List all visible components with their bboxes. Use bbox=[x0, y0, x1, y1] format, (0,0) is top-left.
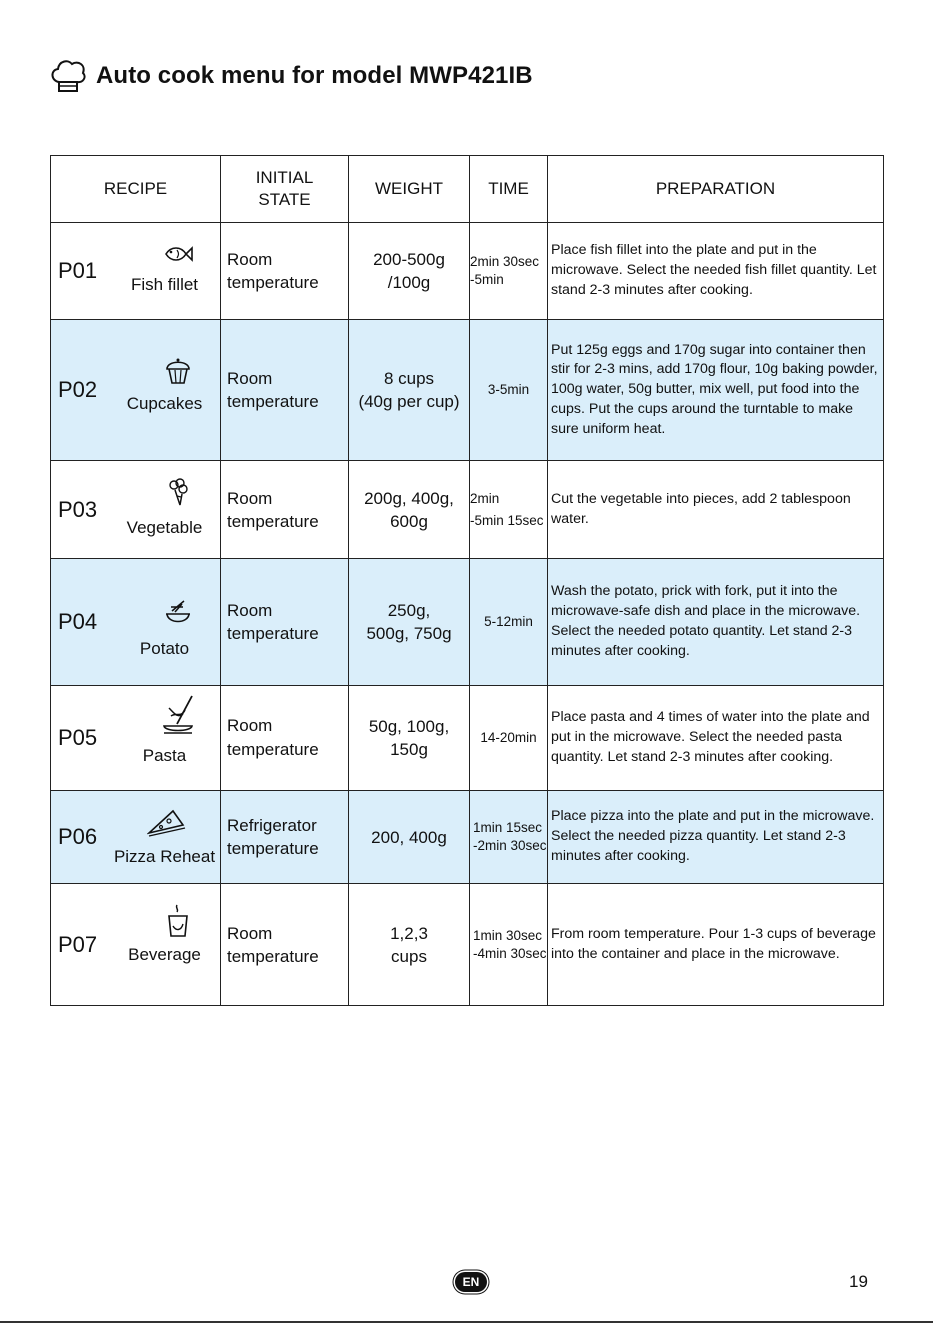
initial-state: Room temperature bbox=[221, 686, 349, 791]
recipe-code: P06 bbox=[58, 824, 98, 849]
weight: 200, 400g bbox=[349, 791, 470, 884]
recipe-code: P03 bbox=[58, 496, 98, 522]
potato-icon bbox=[163, 597, 193, 627]
cook-time: 1min 15sec -2min 30sec bbox=[470, 791, 548, 884]
recipe-name: Pizza Reheat bbox=[113, 847, 216, 866]
language-badge: EN bbox=[455, 1272, 487, 1292]
initial-state: Room temperature bbox=[221, 223, 349, 320]
weight: 250g, 500g, 750g bbox=[349, 559, 470, 686]
table-row bbox=[51, 461, 884, 559]
chef-hat-icon bbox=[48, 56, 88, 96]
weight: 50g, 100g, 150g bbox=[349, 686, 470, 791]
preparation: Put 125g eggs and 170g sugar into container then stir for 2-3 mins, add 170g flour, 10g baking powder, 100g water, 50g butter, mix well, put food into the cups. Put the cups around the turntable to make sure uniform heat. bbox=[548, 320, 884, 461]
preparation: From room temperature. Pour 1-3 cups of beverage into the container and place in the microwave. bbox=[548, 884, 884, 1006]
preparation: Wash the potato, prick with fork, put it into the microwave-safe dish and place in the microwave. Select the needed potato quantity. Let stand 2-3 minutes after cooking. bbox=[548, 559, 884, 686]
initial-state: Room temperature bbox=[221, 320, 349, 461]
preparation: Cut the vegetable into pieces, add 2 tablespoon water. bbox=[548, 461, 884, 559]
initial-state: Room temperature bbox=[221, 461, 349, 559]
weight: 200g, 400g, 600g bbox=[349, 461, 470, 559]
cook-time: 2min 30sec -5min bbox=[470, 223, 548, 320]
table-row bbox=[51, 559, 884, 686]
table-row bbox=[51, 791, 884, 884]
header-initial-state: INITIAL STATE bbox=[221, 156, 349, 223]
preparation: Place pizza into the plate and put in the microwave. Select the needed pizza quantity. Let stand 2-3 minutes after cooking. bbox=[548, 791, 884, 884]
header-recipe: RECIPE bbox=[51, 156, 221, 223]
initial-state: Room temperature bbox=[221, 884, 349, 1006]
recipe-name: Fish fillet bbox=[130, 275, 199, 294]
table-header-row bbox=[51, 156, 884, 223]
recipe-code: P02 bbox=[58, 377, 98, 402]
recipe-cell bbox=[51, 559, 221, 686]
cupcake-icon bbox=[163, 356, 193, 386]
initial-state: Room temperature bbox=[221, 559, 349, 686]
cook-time: 1min 30sec -4min 30sec bbox=[470, 884, 548, 1006]
bottom-divider bbox=[0, 1321, 933, 1323]
recipe-name: Vegetable bbox=[126, 518, 203, 537]
cook-time: 2min -5min 15sec bbox=[470, 461, 548, 559]
page-number: 19 bbox=[849, 1272, 868, 1291]
header-preparation: PREPARATION bbox=[548, 156, 884, 223]
header-time: TIME bbox=[470, 156, 548, 223]
weight: 8 cups (40g per cup) bbox=[349, 320, 470, 461]
recipe-cell bbox=[51, 791, 221, 884]
recipe-name: Pasta bbox=[142, 746, 187, 765]
recipe-cell bbox=[51, 884, 221, 1006]
table-row bbox=[51, 320, 884, 461]
header-weight: WEIGHT bbox=[349, 156, 470, 223]
recipe-code: P05 bbox=[58, 725, 98, 750]
table-row bbox=[51, 223, 884, 320]
auto-cook-table bbox=[50, 155, 884, 1006]
page-title: Auto cook menu for model MWP421IB bbox=[96, 62, 533, 89]
preparation: Place pasta and 4 times of water into the plate and put in the microwave. Select the needed pasta quantity. Let stand 2-3 minutes after cooking. bbox=[548, 686, 884, 791]
pizza-icon bbox=[147, 807, 187, 837]
pasta-icon bbox=[163, 694, 193, 738]
fish-icon bbox=[163, 239, 193, 269]
cook-time: 3-5min bbox=[470, 320, 548, 461]
cook-time: 14-20min bbox=[470, 686, 548, 791]
recipe-name: Beverage bbox=[128, 945, 201, 964]
title-row bbox=[48, 56, 533, 96]
recipe-name: Cupcakes bbox=[126, 394, 203, 413]
beverage-icon bbox=[163, 904, 193, 940]
recipe-code: P01 bbox=[58, 258, 98, 283]
vegetable-icon bbox=[163, 477, 193, 507]
recipe-cell bbox=[51, 320, 221, 461]
recipe-cell bbox=[51, 223, 221, 320]
cook-time: 5-12min bbox=[470, 559, 548, 686]
initial-state: Refrigerator temperature bbox=[221, 791, 349, 884]
recipe-cell bbox=[51, 461, 221, 559]
recipe-name: Potato bbox=[139, 639, 190, 658]
table-row bbox=[51, 686, 884, 791]
table-row bbox=[51, 884, 884, 1006]
weight: 200-500g /100g bbox=[349, 223, 470, 320]
recipe-code: P04 bbox=[58, 609, 98, 634]
recipe-code: P07 bbox=[58, 931, 98, 957]
preparation: Place fish fillet into the plate and put in the microwave. Select the needed fish fillet quantity. Let stand 2-3 minutes after cooking. bbox=[548, 223, 884, 320]
weight: 1,2,3 cups bbox=[349, 884, 470, 1006]
recipe-cell bbox=[51, 686, 221, 791]
